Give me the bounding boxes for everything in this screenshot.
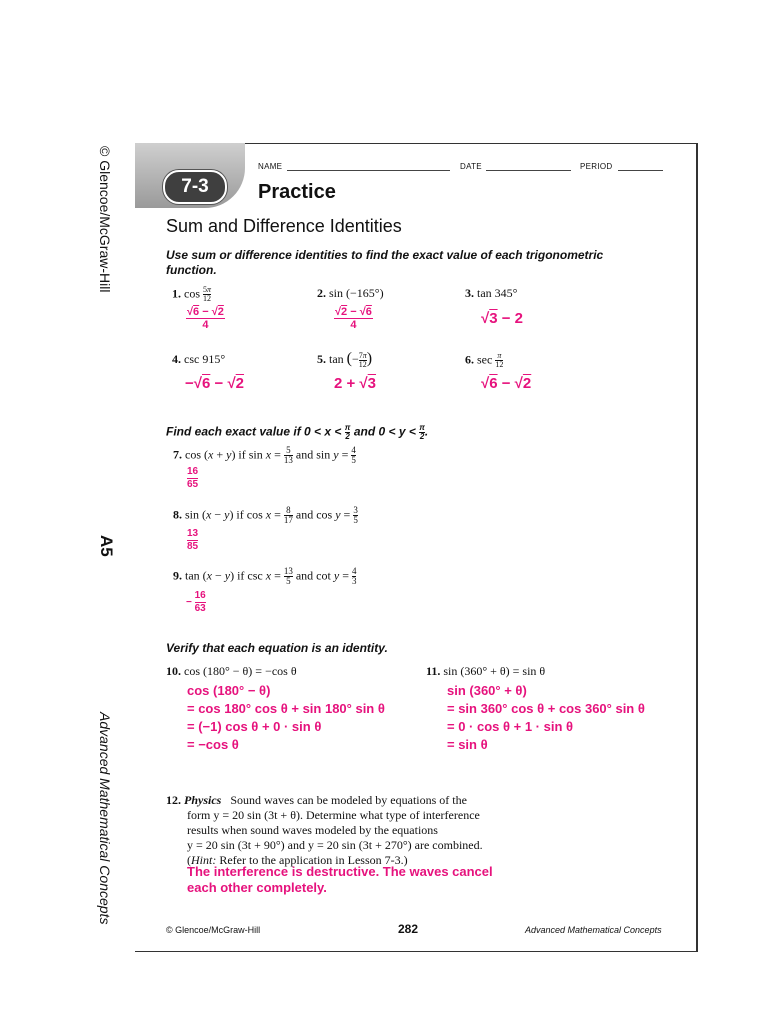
- answer-4: −√6 − √2: [185, 375, 245, 392]
- answer-2: √2 − √6 4: [335, 306, 372, 331]
- problem-2: 2. sin (−165°): [317, 286, 384, 300]
- footer-copyright: © Glencoe/McGraw-Hill: [166, 925, 261, 935]
- answer-11: sin (360° + θ) = sin 360° cos θ + cos 360° sin θ = 0 · cos θ + 1 · sin θ = sin θ: [447, 683, 645, 752]
- section3-instruction: Verify that each equation is an identity.: [166, 641, 388, 655]
- problem-6: 6. sec $\frac{\pi}{12}$: [465, 351, 504, 369]
- answer-1: √6 − √2 4: [187, 306, 224, 331]
- footer-book: Advanced Mathematical Concepts: [525, 925, 662, 935]
- answer-8: 13 85: [187, 528, 199, 552]
- margin-book-title: Advanced Mathematical Concepts: [97, 712, 113, 925]
- answer-6: √6 − √2: [481, 375, 532, 392]
- answer-9: − $\frac{16}{63}$: [186, 590, 206, 614]
- problem-8: 8. sin (x − y) if cos x = $\frac{8}{17}$ and cos y = $\frac{3}{5}$: [173, 505, 358, 525]
- date-field[interactable]: [486, 170, 571, 171]
- problem-5: 5. tan (− $\frac{7\pi}{12}$ ): [317, 350, 373, 369]
- problem-12: 12. Physics Sound waves can be modeled by equations of the form y = 20 sin (3t + θ). Determine what type of interference results when sound waves modeled by the equations y = 20 sin (3t + 90°) and y = 20 sin (3t + 270°) are combined. (Hint: Refer to the application in Lesson 7-3.): [166, 793, 483, 867]
- page-title: Practice: [258, 181, 336, 203]
- answer-7: 16 65: [187, 466, 199, 490]
- answer-5: 2 + √3: [334, 375, 377, 392]
- problem-9: 9. tan (x − y) if csc x = $\frac{13}{5}$ and cot y = $\frac{4}{3}$: [173, 566, 357, 586]
- name-label: NAME: [258, 162, 283, 171]
- margin-copyright: © Glencoe/McGraw-Hill: [97, 146, 113, 293]
- answer-3: √3 − 2: [481, 310, 524, 327]
- problem-1: 1. cos $\frac{5\pi}{12}$: [172, 285, 212, 303]
- period-label: PERIOD: [580, 162, 613, 171]
- problem-10: 10. cos (180° − θ) = −cos θ: [166, 664, 297, 678]
- name-field[interactable]: [287, 170, 450, 171]
- problem-7: 7. cos (x + y) if sin x = $\frac{5}{13}$ and sin y = $\frac{4}{5}$: [173, 445, 356, 465]
- problem-4: 4. csc 915°: [172, 352, 226, 366]
- margin-page-code: A5: [97, 535, 116, 557]
- problem-11: 11. sin (360° + θ) = sin θ: [426, 664, 546, 678]
- problem-3: 3. tan 345°: [465, 286, 518, 300]
- page-subtitle: Sum and Difference Identities: [166, 216, 402, 236]
- answer-12: The interference is destructive. The waves cancel each other completely.: [187, 864, 493, 895]
- section2-instruction: Find each exact value if 0 < x < $\frac{\pi}{2}$ and 0 < y < $\frac{\pi}{2}$ .: [166, 423, 429, 441]
- period-field[interactable]: [618, 170, 663, 171]
- answer-10: cos (180° − θ) = cos 180° cos θ + sin 180° sin θ = (−1) cos θ + 0 · sin θ = −cos θ: [187, 683, 385, 752]
- date-label: DATE: [460, 162, 482, 171]
- lesson-badge: 7-3: [163, 170, 227, 204]
- footer-page-number: 282: [398, 922, 419, 936]
- section1-instruction: Use sum or difference identities to find the exact value of each trigonometric function.: [166, 248, 604, 277]
